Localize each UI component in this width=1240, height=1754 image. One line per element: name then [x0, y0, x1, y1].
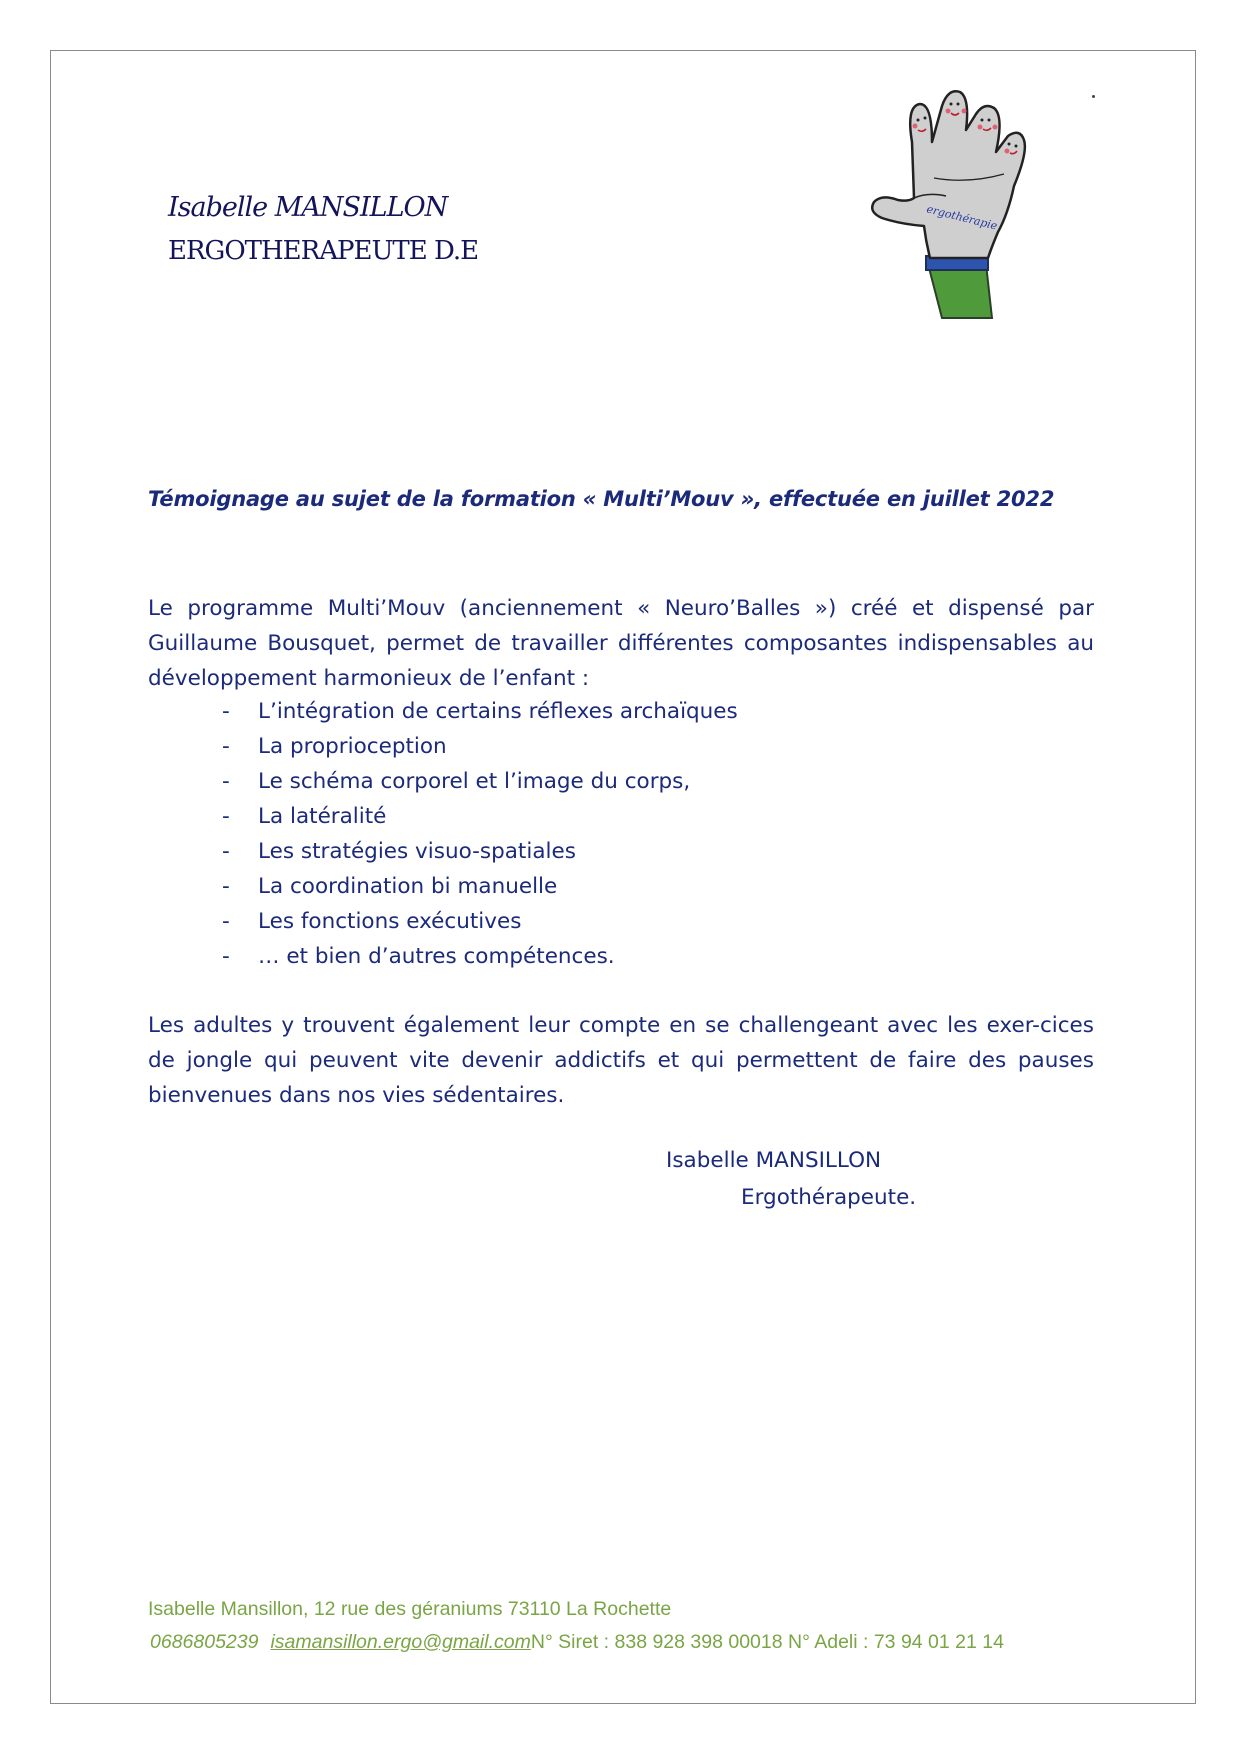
skills-list-item [222, 729, 738, 764]
conclusion-paragraph: Les adultes y trouvent également leur compte en se challengeant avec les exer-cices de jongle qui peuvent vite devenir addictifs et qui permettent de faire des pauses bienvenues dans nos vies sédentaires. [148, 1013, 1094, 1108]
signature-role: Ergothérapeute. [741, 1185, 917, 1210]
skills-list-item [222, 799, 738, 834]
header-name: Isabelle MANSILLON [168, 192, 448, 223]
skills-list [222, 694, 738, 974]
skills-list-item [222, 694, 738, 729]
skills-list-item [222, 904, 738, 939]
bullet-dash: - [222, 874, 230, 899]
skills-list-item-text: Les fonctions exécutives [258, 909, 522, 934]
bullet-dash: - [222, 944, 230, 969]
footer-contact [150, 1631, 1004, 1654]
footer-phone: 0686805239 [150, 1631, 259, 1653]
bullet-dash: - [222, 909, 230, 934]
skills-list-item [222, 939, 738, 974]
signature-name: Isabelle MANSILLON [666, 1148, 882, 1173]
footer-email-link[interactable]: isamansillon.ergo@gmail.com [270, 1631, 531, 1653]
header-title: ERGOTHERAPEUTE D.E [168, 236, 479, 266]
intro-paragraph: Le programme Multi’Mouv (anciennement « Neuro’Balles ») créé et dispensé par Guillaume Bousquet, permet de travailler différentes composantes indispensables au développement harmonieux de l’enfant : [148, 596, 1094, 691]
bullet-dash: - [222, 734, 230, 759]
skills-list-item-text: L’intégration de certains réflexes archaïques [258, 699, 738, 724]
skills-list-item [222, 834, 738, 869]
corner-dot [1092, 95, 1095, 98]
logo-label: ergothérapie [925, 202, 999, 233]
bullet-dash: - [222, 804, 230, 829]
bullet-dash: - [222, 699, 230, 724]
footer-ids: N° Siret : 838 928 398 00018 N° Adeli : 73 94 01 21 14 [530, 1631, 1004, 1653]
skills-list-item-text: Le schéma corporel et l’image du corps, [258, 769, 691, 794]
footer-address: Isabelle Mansillon, 12 rue des géraniums 73110 La Rochette [148, 1598, 672, 1620]
skills-list-item-text: … et bien d’autres compétences. [258, 944, 615, 969]
hand-logo [868, 86, 1028, 322]
skills-list-item-text: La latéralité [258, 804, 387, 829]
skills-list-item [222, 869, 738, 904]
testimony-title: Témoignage au sujet de la formation « Multi’Mouv », effectuée en juillet 2022 [148, 487, 1055, 511]
skills-list-item-text: La proprioception [258, 734, 447, 759]
skills-list-item-text: Les stratégies visuo-spatiales [258, 839, 576, 864]
bullet-dash: - [222, 839, 230, 864]
bullet-dash: - [222, 769, 230, 794]
skills-list-item-text: La coordination bi manuelle [258, 874, 558, 899]
skills-list-item [222, 764, 738, 799]
